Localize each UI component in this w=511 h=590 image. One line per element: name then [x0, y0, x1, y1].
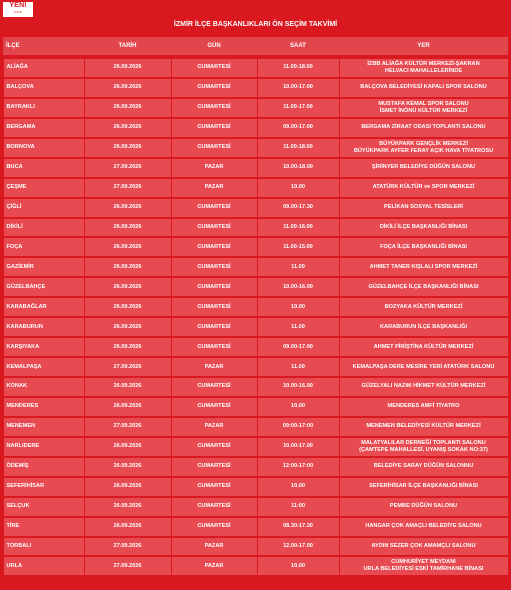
cell-tarih: 26.09.2026 [85, 398, 171, 416]
cell-tarih: 26.09.2026 [85, 79, 171, 97]
cell-yer [340, 478, 508, 496]
cell-tarih: 26.09.2026 [85, 438, 171, 456]
cell-ilce: KARABURUN [4, 318, 84, 336]
cell-tarih: 26.09.2026 [85, 518, 171, 536]
cell-tarih: 27.09.2026 [85, 557, 171, 575]
table-row [3, 437, 508, 457]
cell-tarih: 27.09.2026 [85, 159, 171, 177]
cell-saat: 10.00 [258, 179, 339, 197]
table-row [3, 118, 508, 138]
cell-yer-line-1: MENDERES AMFİ TİYATRO [387, 403, 460, 410]
cell-gun: CUMARTESİ [172, 59, 257, 77]
cell-yer-line-1: KARABURUN İLÇE BAŞKANLIĞI [379, 323, 467, 330]
cell-saat: 11.00-17.00 [258, 99, 339, 117]
newspaper-logo [3, 2, 33, 17]
cell-saat: 08.30-17.30 [258, 518, 339, 536]
cell-ilce: GAZİEMİR [4, 258, 84, 276]
cell-saat: 11.00 [258, 358, 339, 376]
cell-yer [340, 159, 508, 177]
cell-ilce: ÇİĞLİ [4, 199, 84, 217]
cell-yer [340, 179, 508, 197]
table-row [3, 98, 508, 118]
cell-saat: 10.00 [258, 557, 339, 575]
cell-gun: PAZAR [172, 358, 257, 376]
cell-yer-line-1: HANGAR ÇOK AMAÇLI BELEDİYE SALONU [365, 523, 482, 530]
cell-yer-line-1: MALATYALILAR DERNEĞİ TOPLANTI SALONU [361, 439, 486, 446]
cell-ilce: KARŞIYAKA [4, 338, 84, 356]
table-row [3, 357, 508, 377]
header-yer: YER [417, 43, 430, 49]
cell-gun: PAZAR [172, 557, 257, 575]
cell-yer [340, 458, 508, 476]
cell-tarih: 26.09.2026 [85, 478, 171, 496]
cell-gun: CUMARTESİ [172, 119, 257, 137]
table-row [3, 178, 508, 198]
cell-tarih: 26.09.2026 [85, 458, 171, 476]
cell-tarih: 26.09.2026 [85, 199, 171, 217]
cell-gun: CUMARTESİ [172, 338, 257, 356]
cell-yer-line-1: BELEDİYE SARAY DÜĞÜN SALONNU [373, 463, 474, 470]
cell-saat: 11.00-16.00 [258, 219, 339, 237]
cell-tarih: 26.09.2026 [85, 99, 171, 117]
cell-saat: 11.00-18.00 [258, 139, 339, 157]
cell-gun: CUMARTESİ [172, 398, 257, 416]
header-tarih: TARİH [118, 43, 137, 49]
table-row [3, 377, 508, 397]
cell-gun: CUMARTESİ [172, 518, 257, 536]
cell-yer [340, 378, 508, 396]
cell-yer [340, 358, 508, 376]
cell-ilce: MENEMEN [4, 418, 84, 436]
cell-saat: 10.00-16.00 [258, 378, 339, 396]
cell-yer [340, 199, 508, 217]
cell-yer [340, 278, 508, 296]
cell-yer-line-2: (ÇAMTEPE MAHALLESİ, UYANIŞ SOKAK NO:37) [359, 446, 488, 453]
cell-saat: 11:00 [258, 498, 339, 516]
cell-yer-line-1: PELİKAN SOSYAL TESİSLERİ [384, 204, 463, 211]
cell-yer-line-1: BALÇOVA BELEDİYESİ KAPALI SPOR SALONU [360, 84, 487, 91]
cell-yer [340, 298, 508, 316]
cell-gun: PAZAR [172, 179, 257, 197]
cell-yer [340, 338, 508, 356]
cell-gun: PAZAR [172, 159, 257, 177]
cell-yer-line-2: HELVACI MAHALLELERİNDE [384, 67, 463, 74]
table-row [3, 78, 508, 98]
cell-yer-line-1: AYDIN SEZER ÇOK AMAMÇLI SALONU [371, 542, 476, 549]
cell-yer [340, 59, 508, 77]
cell-yer-line-1: GÜZELYALI NAZIM HİKMET KÜLTÜR MERKEZİ [361, 383, 486, 390]
cell-saat: 09.00-17.30 [258, 199, 339, 217]
cell-gun: CUMARTESİ [172, 219, 257, 237]
cell-yer-line-2: BÜYÜKPARK AYFER FERAY AÇIK HAVA TİYATROSU [353, 147, 494, 154]
cell-saat: 10.00-18.00 [258, 159, 339, 177]
cell-saat: 11.00-18.00 [258, 59, 339, 77]
cell-yer-line-2: URLA BELEDİYESİ ESKİ TAMİRHANE BİNASI [363, 566, 484, 573]
table-header [3, 37, 508, 55]
cell-yer-line-1: KEMALPAŞA DERE MESİRE YERİ ATATÜRK SALONU [352, 363, 495, 370]
cell-ilce: FOÇA [4, 238, 84, 256]
cell-yer [340, 538, 508, 556]
cell-gun: CUMARTESİ [172, 498, 257, 516]
cell-saat: 12:00-17:00 [258, 458, 339, 476]
cell-tarih: 27.09.2026 [85, 179, 171, 197]
cell-tarih: 26.09.2026 [85, 119, 171, 137]
cell-gun: CUMARTESİ [172, 378, 257, 396]
cell-ilce: BAYRAKLI [4, 99, 84, 117]
cell-yer-line-1: SEFERİHİSAR İLÇE BAŞKANLIĞI BİNASI [369, 483, 478, 490]
cell-yer-line-1: MUSTAFA KEMAL SPOR SALONU [378, 100, 469, 107]
cell-gun: PAZAR [172, 538, 257, 556]
cell-saat: 12.00-17.00 [258, 538, 339, 556]
cell-saat: 10.00-16.00 [258, 278, 339, 296]
cell-tarih: 26.09.2026 [85, 139, 171, 157]
cell-yer-line-1: AHMET PİRİŞTİNA KÜLTÜR MERKEZİ [373, 343, 474, 350]
cell-ilce: ÇEŞME [4, 179, 84, 197]
table-row [3, 337, 508, 357]
cell-ilce: TORBALI [4, 538, 84, 556]
cell-ilce: NARLIDERE [4, 438, 84, 456]
cell-yer [340, 139, 508, 157]
cell-yer-line-1: CUMHURİYET MEYDANI [391, 559, 456, 566]
table-row [3, 297, 508, 317]
cell-yer-line-1: DİKİLİ İLÇE BAŞKANLIĞI BİNASI [379, 223, 468, 230]
header-gun: GÜN [207, 43, 221, 49]
table-row [3, 58, 508, 78]
cell-yer [340, 119, 508, 137]
table-row [3, 397, 508, 417]
cell-ilce: MENDERES [4, 398, 84, 416]
table-row [3, 457, 508, 477]
cell-yer [340, 258, 508, 276]
cell-gun: CUMARTESİ [172, 258, 257, 276]
cell-yer [340, 418, 508, 436]
cell-yer-line-1: BÜYÜKPARK GENÇLİK MERKEZİ [379, 140, 468, 147]
cell-tarih: 26.09.2026 [85, 219, 171, 237]
cell-yer-line-1: ŞİRİNYER BELEDİYE DÜĞÜN SALONU [371, 164, 476, 171]
table-row [3, 237, 508, 257]
table-row [3, 257, 508, 277]
cell-ilce: ALİAĞA [4, 59, 84, 77]
cell-ilce: DİKİLİ [4, 219, 84, 237]
cell-gun: PAZAR [172, 418, 257, 436]
table-row [3, 556, 508, 576]
cell-tarih: 26.09.2026 [85, 59, 171, 77]
cell-tarih: 26.09.2026 [85, 498, 171, 516]
table-row [3, 497, 508, 517]
cell-yer [340, 238, 508, 256]
cell-saat: 11.00-15.00 [258, 238, 339, 256]
header-ilce: İLÇE [6, 43, 20, 49]
cell-yer-line-1: FOÇA İLÇE BAŞKANLIĞI BİNASI [380, 243, 467, 250]
cell-ilce: GÜZELBAHÇE [4, 278, 84, 296]
cell-yer-line-1: MENEMEN BELEDİYESİ KÜLTÜR MERKEZİ [366, 423, 481, 430]
table-row [3, 517, 508, 537]
cell-saat: 09.00-17.00 [258, 338, 339, 356]
cell-gun: CUMARTESİ [172, 318, 257, 336]
table-row [3, 477, 508, 497]
cell-gun: CUMARTESİ [172, 199, 257, 217]
cell-gun: CUMARTESİ [172, 99, 257, 117]
cell-gun: CUMARTESİ [172, 458, 257, 476]
cell-tarih: 26.09.2026 [85, 318, 171, 336]
cell-yer-line-1: GÜZELBAHÇE İLÇE BAŞKANLIĞI BİNASI [368, 283, 479, 290]
logo-line-1: YENİ [9, 2, 27, 9]
page-title: İZMİR İLÇE BAŞKANLIKLARI ÖN SEÇİM TAKVİMİ [173, 21, 338, 28]
cell-yer-line-1: ATATÜRK KÜLTÜR ve SPOR MERKEZİ [372, 184, 475, 191]
cell-gun: CUMARTESİ [172, 278, 257, 296]
cell-saat: 10.00 [258, 398, 339, 416]
cell-gun: CUMARTESİ [172, 79, 257, 97]
cell-saat: 10.00 [258, 298, 339, 316]
cell-tarih: 26.09.2026 [85, 238, 171, 256]
table-row [3, 537, 508, 557]
cell-saat: 10.00 [258, 478, 339, 496]
cell-saat: 10.00-17.00 [258, 79, 339, 97]
cell-gun: CUMARTESİ [172, 478, 257, 496]
table-row [3, 317, 508, 337]
cell-ilce: ÖDEMİŞ [4, 458, 84, 476]
table-row [3, 158, 508, 178]
cell-ilce: KARABAĞLAR [4, 298, 84, 316]
table-row [3, 198, 508, 218]
cell-ilce: SELÇUK [4, 498, 84, 516]
table-body [3, 58, 508, 576]
cell-yer-line-1: BOZYAKA KÜLTÜR MERKEZİ [384, 303, 463, 310]
cell-yer [340, 219, 508, 237]
cell-yer [340, 518, 508, 536]
cell-yer [340, 99, 508, 117]
cell-tarih: 26.09.2026 [85, 298, 171, 316]
table-row [3, 218, 508, 238]
cell-tarih: 27.09.2026 [85, 538, 171, 556]
cell-saat: 10.00-17.00 [258, 438, 339, 456]
cell-tarih: 27.09.2026 [85, 358, 171, 376]
cell-yer-line-2: İSMET İNÖNÜ KÜLTÜR MERKEZİ [379, 107, 468, 114]
cell-yer [340, 498, 508, 516]
cell-yer-line-1: AHMET TANER KIŞLALI SPOR MERKEZİ [369, 263, 478, 270]
cell-ilce: BALÇOVA [4, 79, 84, 97]
cell-yer [340, 398, 508, 416]
cell-gun: CUMARTESİ [172, 238, 257, 256]
cell-yer-line-1: İZBB ALİAĞA KÜLTÜR MERKEZİ-ŞAKRAN [367, 60, 480, 67]
cell-tarih: 26.09.2026 [85, 258, 171, 276]
cell-saat: 09:00-17:00 [258, 418, 339, 436]
cell-ilce: KONAK [4, 378, 84, 396]
cell-tarih: 26.09.2026 [85, 278, 171, 296]
cell-saat: 11.00 [258, 258, 339, 276]
header-saat: SAAT [290, 43, 306, 49]
cell-ilce: BERGAMA [4, 119, 84, 137]
cell-yer [340, 318, 508, 336]
cell-ilce: TİRE [4, 518, 84, 536]
cell-tarih: 27.09.2026 [85, 418, 171, 436]
cell-yer [340, 438, 508, 456]
cell-yer-line-1: PEMBE DÜĞÜN SALONU [389, 503, 458, 510]
cell-gun: CUMARTESİ [172, 139, 257, 157]
cell-ilce: KEMALPAŞA [4, 358, 84, 376]
cell-ilce: SEFERİHİSAR [4, 478, 84, 496]
cell-ilce: BUCA [4, 159, 84, 177]
cell-ilce: BORNOVA [4, 139, 84, 157]
cell-gun: CUMARTESİ [172, 298, 257, 316]
logo-line-2: ASIR [13, 10, 23, 14]
table-row [3, 277, 508, 297]
cell-gun: CUMARTESİ [172, 438, 257, 456]
cell-yer [340, 79, 508, 97]
cell-yer [340, 557, 508, 575]
cell-saat: 09.00-17.00 [258, 119, 339, 137]
table-row [3, 417, 508, 437]
cell-tarih: 26.09.2026 [85, 338, 171, 356]
cell-tarih: 26.09.2026 [85, 378, 171, 396]
cell-yer-line-1: BERGAMA ZİRAAT ODASI TOPLANTI SALONU [361, 124, 486, 131]
table-row [3, 138, 508, 158]
cell-saat: 11.00 [258, 318, 339, 336]
cell-ilce: URLA [4, 557, 84, 575]
